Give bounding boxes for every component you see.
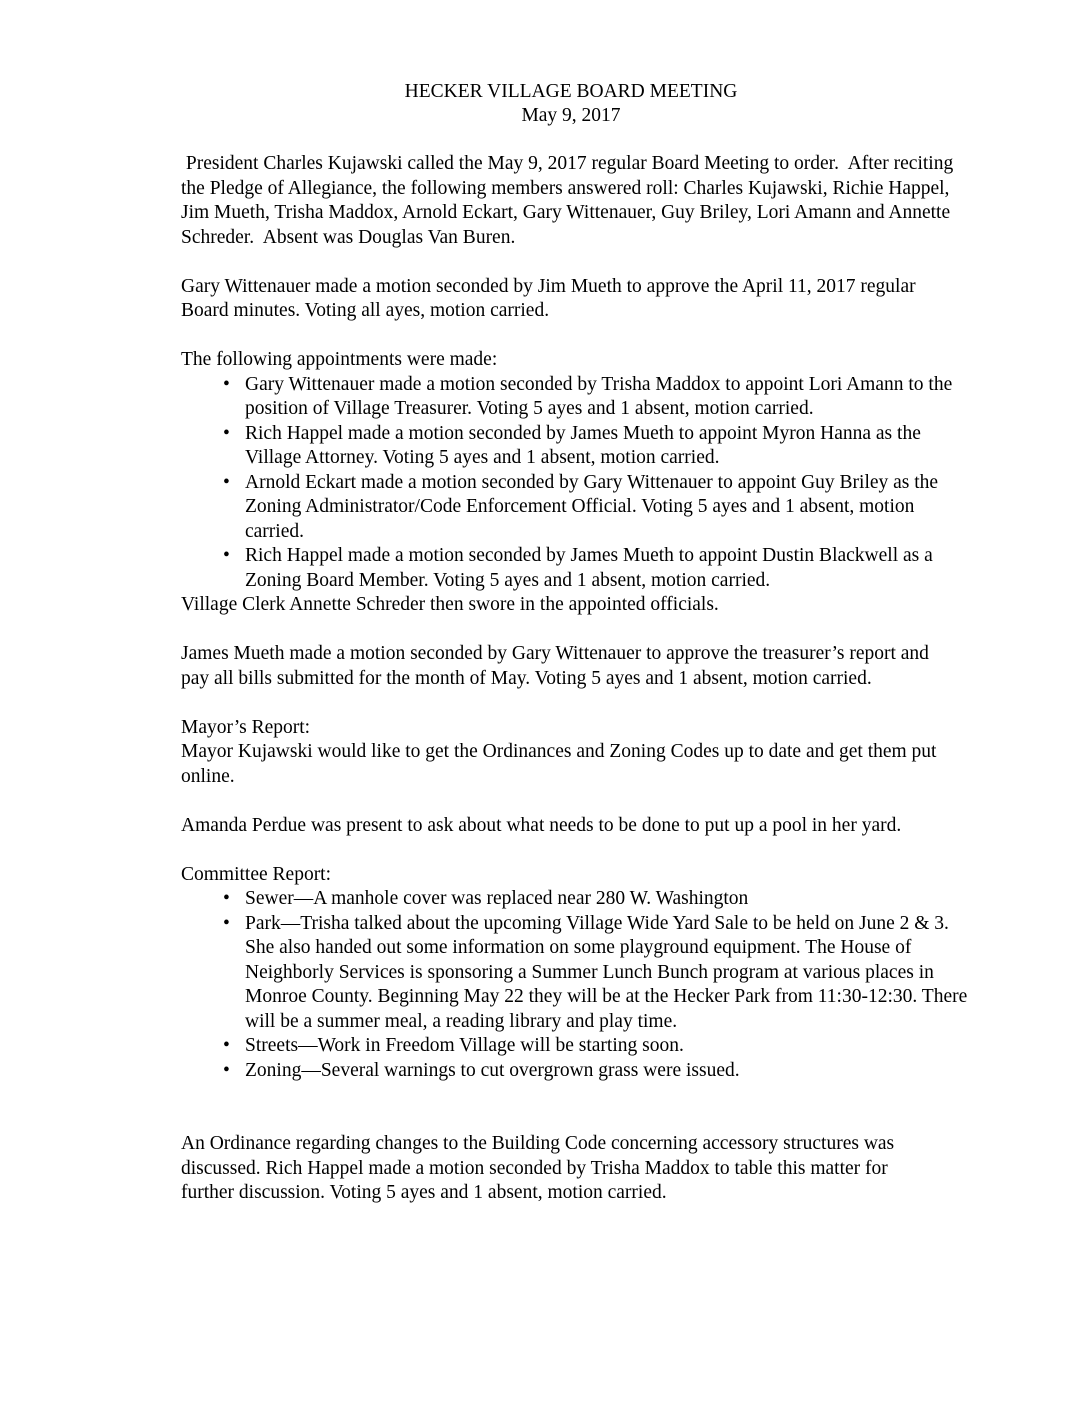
- appointment-text: Rich Happel made a motion seconded by James Mueth to appoint Dustin Blackwell as a Zoning Board Member. Voting 5 ayes and 1 absent, motion carried.: [245, 545, 933, 591]
- bullet-icon: •: [223, 373, 230, 395]
- bullet-icon: •: [223, 545, 230, 566]
- list-item: [181, 373, 971, 422]
- bullet-icon: •: [223, 471, 230, 493]
- committee-text: Streets—Work in Freedom Village will be starting soon.: [245, 1035, 684, 1056]
- appointment-text: Arnold Eckart made a motion seconded by Gary Wittenauer to appoint Guy Briley as the Zoning Administrator/Code Enforcement Official. Voting 5 ayes and 1 absent, motion carried.: [245, 471, 939, 542]
- document-title: HECKER VILLAGE BOARD MEETING: [404, 81, 738, 102]
- swearing-in-paragraph: Village Clerk Annette Schreder then swore in the appointed officials.: [181, 594, 719, 615]
- committee-text: Sewer—A manhole cover was replaced near 280 W. Washington: [245, 888, 749, 909]
- minutes-approval-paragraph: Gary Wittenauer made a motion seconded by Jim Mueth to approve the April 11, 2017 regular Board minutes. Voting all ayes, motion carried.: [181, 275, 916, 321]
- list-item: [181, 544, 971, 593]
- list-item: [181, 1034, 971, 1059]
- appointments-intro: The following appointments were made:: [181, 349, 498, 370]
- bullet-icon: •: [223, 912, 230, 934]
- treasurer-report-paragraph: James Mueth made a motion seconded by Gary Wittenauer to approve the treasurer’s report and pay all bills submitted for the month of May. Voting 5 ayes and 1 absent, motion carried.: [181, 643, 929, 689]
- appointments-list: [181, 373, 971, 594]
- list-item: [181, 422, 971, 471]
- minutes-document: [181, 80, 981, 1230]
- bullet-icon: •: [223, 1035, 230, 1056]
- committee-text: Zoning—Several warnings to cut overgrown grass were issued.: [245, 1059, 740, 1081]
- document-header: [181, 80, 961, 128]
- call-to-order-paragraph: President Charles Kujawski called the May 9, 2017 regular Board Meeting to order. After reciting the Pledge of Allegiance, the following members answered roll: Charles Kujawski, Richie Happel, Jim Mueth, Trisha Maddox, Arnold Eckart, Gary Wittenauer, Guy Briley, Lori Amann and Annette Schreder. Absent was Douglas Van Buren.: [181, 153, 959, 248]
- pool-inquiry-paragraph: Amanda Perdue was present to ask about what needs to be done to put up a pool in her yard.: [181, 814, 902, 836]
- bullet-icon: •: [223, 1059, 230, 1081]
- bullet-icon: •: [223, 422, 230, 444]
- committee-text: Park—Trisha talked about the upcoming Village Wide Yard Sale to be held on June 2 & 3. She also handed out some information on some playground equipment. The House of Neighborly Services is sponsoring a Summer Lunch Bunch program at various places in Monroe County. Beginning May 22 they will be at the Hecker Park from 11:30-12:30. There will be a summer meal, a reading library and play time.: [245, 912, 968, 1032]
- list-item: [181, 887, 971, 912]
- committee-list: [181, 887, 971, 1083]
- committee-report-heading: Committee Report:: [181, 863, 332, 885]
- mayor-report-heading: Mayor’s Report:: [181, 716, 311, 738]
- list-item: [181, 471, 971, 545]
- ordinance-paragraph: An Ordinance regarding changes to the Building Code concerning accessory structures was discussed. Rich Happel made a motion seconded by Trisha Maddox to table this matter for further discussion. Voting 5 ayes and 1 absent, motion carried.: [181, 1133, 895, 1203]
- appointment-text: Gary Wittenauer made a motion seconded by Trisha Maddox to appoint Lori Amann to the position of Village Treasurer. Voting 5 ayes and 1 absent, motion carried.: [245, 373, 953, 419]
- mayor-report-body: Mayor Kujawski would like to get the Ordinances and Zoning Codes up to date and get them put online.: [181, 741, 937, 787]
- meeting-date: May 9, 2017: [521, 105, 621, 126]
- appointment-text: Rich Happel made a motion seconded by James Mueth to appoint Myron Hanna as the Village Attorney. Voting 5 ayes and 1 absent, motion carried.: [245, 422, 921, 468]
- bullet-icon: •: [223, 888, 230, 909]
- list-item: [181, 1059, 971, 1084]
- list-item: [181, 912, 971, 1035]
